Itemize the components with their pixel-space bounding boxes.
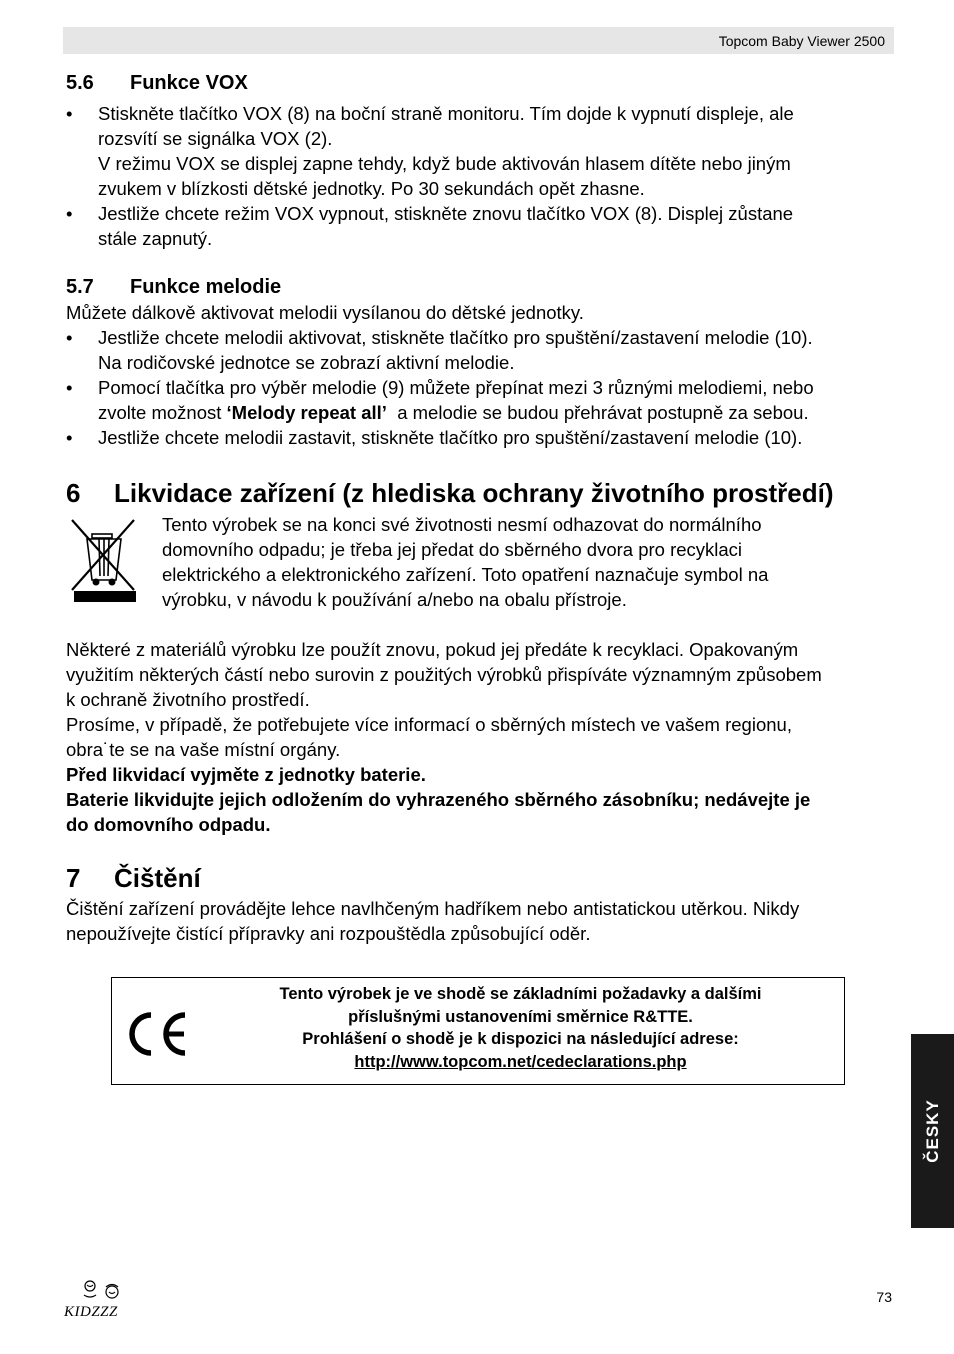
- language-tab: [911, 1034, 954, 1228]
- header-bar: [63, 27, 894, 54]
- weee-notice: [66, 512, 896, 612]
- section-title: Funkce VOX: [130, 72, 248, 94]
- kidzzz-logo: [62, 1279, 138, 1321]
- page-content: [66, 71, 896, 946]
- section-number: 6: [66, 478, 81, 508]
- text-line: Jestliže chcete melodii zastavit, stiskněte tlačítko pro spuštění/zastavení melodie (10).: [98, 427, 803, 448]
- text-line: zvukem v blízkosti dětské jednotky. Po 30 sekundách opět zhasne.: [98, 178, 645, 199]
- text-run: a melodie se budou přehrávat postupně za sebou.: [386, 402, 809, 423]
- section-6-heading: [66, 477, 896, 509]
- text-line: Na rodičovské jednotce se zobrazí aktivní melodie.: [98, 352, 515, 373]
- text-line: stále zapnutý.: [98, 228, 213, 249]
- text-line: využitím některých částí nebo surovin z použitých výrobků přispíváte významným způsobem: [66, 664, 822, 685]
- text-line: Jestliže chcete režim VOX vypnout, stiskněte znovu tlačítko VOX (8). Displej zůstane: [98, 203, 794, 224]
- section-title: Funkce melodie: [130, 276, 282, 298]
- list-item: [66, 425, 896, 450]
- text-line: k ochraně životního prostředí.: [66, 689, 310, 710]
- section-number: 5.6: [66, 72, 94, 94]
- page-number: 73: [876, 1289, 892, 1305]
- paragraph: [66, 712, 896, 762]
- text-line: Tento výrobek je ve shodě se základními požadavky a dalšími: [279, 985, 762, 1003]
- list-item: [66, 375, 896, 425]
- paragraph: [66, 637, 896, 712]
- ce-declaration-box: [111, 977, 845, 1085]
- section-5-6-heading: [66, 71, 896, 96]
- text-line: [98, 400, 896, 425]
- text-line: elektrického a elektronického zařízení. Toto opatření naznačuje symbol na: [162, 564, 769, 585]
- section-7-heading: [66, 862, 896, 894]
- text-line: obra˙te se na vaše místní orgány.: [66, 739, 341, 760]
- list-item: [66, 325, 896, 375]
- section-title: Čištění: [114, 863, 201, 893]
- text-line: Pomocí tlačítka pro výběr melodie (9) můžete přepínat mezi 3 různými melodiemi, nebo: [98, 377, 814, 398]
- text-line: Čištění zařízení provádějte lehce navlhčeným hadříkem nebo antistatickou utěrkou. Nikdy: [66, 898, 800, 919]
- header-title: Topcom Baby Viewer 2500: [718, 33, 885, 49]
- text-line: Stiskněte tlačítko VOX (8) na boční straně monitoru. Tím dojde k vypnutí displeje, ale: [98, 103, 794, 124]
- bullet-icon: •: [66, 103, 73, 124]
- section-intro: Můžete dálkově aktivovat melodii vysílanou do dětské jednotky.: [66, 302, 584, 323]
- crossed-out-bin-icon: [66, 512, 162, 612]
- text-line: rozsvítí se signálka VOX (2).: [98, 128, 333, 149]
- text-line: výrobku, v návodu k používání a/nebo na obalu přístroje.: [162, 589, 627, 610]
- bold-option-name: ‘Melody repeat all’: [226, 402, 387, 423]
- list-item: [66, 101, 896, 201]
- text-line: V režimu VOX se displej zapne tehdy, když bude aktivován hlasem dítěte nebo jiným: [98, 153, 791, 174]
- bullet-icon: •: [66, 327, 73, 348]
- text-line: domovního odpadu; je třeba jej předat do sběrného dvora pro recyklaci: [162, 539, 743, 560]
- bullet-icon: •: [66, 427, 73, 448]
- ce-mark-icon: [124, 1010, 190, 1063]
- text-line: nepoužívejte čistící přípravky ani rozpouštědla způsobující oděr.: [66, 923, 591, 944]
- text-line: Prohlášení o shodě je k dispozici na následující adrese:: [302, 1030, 739, 1048]
- section-title: Likvidace zařízení (z hlediska ochrany životního prostředí): [114, 478, 834, 508]
- bold-notice: [66, 787, 896, 837]
- bullet-icon: •: [66, 377, 73, 398]
- section-number: 5.7: [66, 276, 94, 298]
- text-line: Některé z materiálů výrobku lze použít znovu, pokud jej předáte k recyklaci. Opakovaným: [66, 639, 799, 660]
- declaration-link[interactable]: http://www.topcom.net/cedeclarations.php: [354, 1052, 687, 1071]
- text-line: Baterie likvidujte jejich odložením do vyhrazeného sběrného zásobníku; nedávejte je: [66, 789, 811, 810]
- bold-notice: Před likvidací vyjměte z jednotky baterie.: [66, 764, 426, 785]
- bullet-icon: •: [66, 203, 73, 224]
- text-line: Jestliže chcete melodii aktivovat, stiskněte tlačítko pro spuštění/zastavení melodie (10).: [98, 327, 813, 348]
- text-line: Tento výrobek se na konci své životnosti nesmí odhazovat do normálního: [162, 514, 762, 535]
- text-line: příslušnými ustanoveními směrnice R&TTE.: [348, 1007, 693, 1026]
- section-5-7-heading: [66, 275, 896, 300]
- list-item: [66, 201, 896, 251]
- text-run: zvolte možnost: [98, 402, 227, 423]
- section-number: 7: [66, 863, 81, 893]
- logo-text: KIDZZZ: [64, 1304, 118, 1320]
- paragraph: [66, 896, 896, 946]
- text-line: do domovního odpadu.: [66, 814, 271, 835]
- text-line: Prosíme, v případě, že potřebujete více informací o sběrných místech ve vašem regionu,: [66, 714, 792, 735]
- language-label: ČESKY: [922, 1099, 942, 1163]
